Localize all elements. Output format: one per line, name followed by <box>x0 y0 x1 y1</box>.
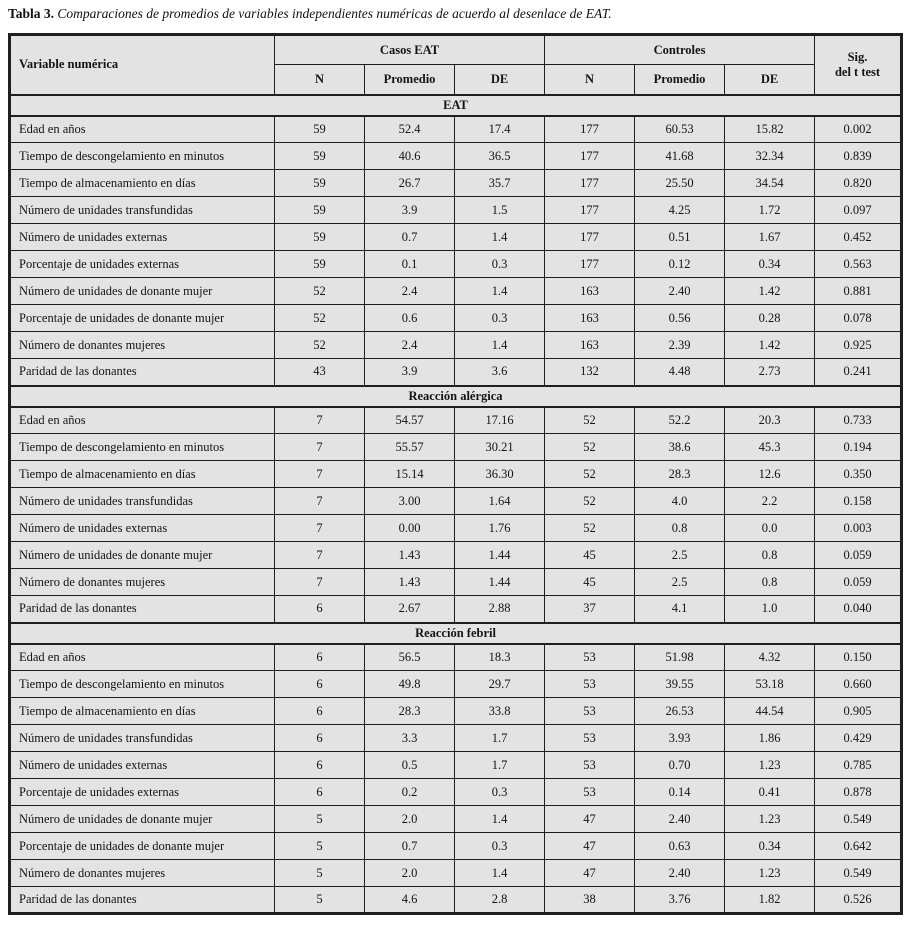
value-cell: 59 <box>275 170 365 197</box>
table-row <box>10 725 902 752</box>
value-cell: 0.3 <box>455 305 545 332</box>
variable-cell: Número de unidades externas <box>10 515 275 542</box>
table-row <box>10 806 902 833</box>
variable-cell: Tiempo de almacenamiento en días <box>10 698 275 725</box>
value-cell: 2.40 <box>635 860 725 887</box>
value-cell: 0.549 <box>815 806 902 833</box>
value-cell: 25.50 <box>635 170 725 197</box>
value-cell: 44.54 <box>725 698 815 725</box>
value-cell: 163 <box>545 332 635 359</box>
col-group-casos-eat: Casos EAT <box>275 35 545 65</box>
table-row <box>10 644 902 671</box>
value-cell: 28.3 <box>365 698 455 725</box>
value-cell: 177 <box>545 224 635 251</box>
value-cell: 2.40 <box>635 278 725 305</box>
value-cell: 0.002 <box>815 116 902 143</box>
variable-cell: Tiempo de almacenamiento en días <box>10 461 275 488</box>
value-cell: 1.86 <box>725 725 815 752</box>
value-cell: 7 <box>275 461 365 488</box>
value-cell: 0.158 <box>815 488 902 515</box>
value-cell: 2.67 <box>365 596 455 623</box>
value-cell: 4.48 <box>635 359 725 386</box>
value-cell: 0.12 <box>635 251 725 278</box>
value-cell: 17.4 <box>455 116 545 143</box>
value-cell: 0.660 <box>815 671 902 698</box>
table-row <box>10 569 902 596</box>
value-cell: 3.00 <box>365 488 455 515</box>
value-cell: 0.785 <box>815 752 902 779</box>
value-cell: 4.6 <box>365 887 455 914</box>
variable-cell: Número de unidades externas <box>10 752 275 779</box>
table-row <box>10 434 902 461</box>
value-cell: 2.40 <box>635 806 725 833</box>
value-cell: 6 <box>275 725 365 752</box>
value-cell: 4.25 <box>635 197 725 224</box>
value-cell: 53 <box>545 671 635 698</box>
variable-cell: Tiempo de descongelamiento en minutos <box>10 434 275 461</box>
table-row <box>10 515 902 542</box>
col-header-de-controles: DE <box>725 65 815 95</box>
variable-cell: Edad en años <box>10 116 275 143</box>
value-cell: 2.0 <box>365 806 455 833</box>
value-cell: 1.82 <box>725 887 815 914</box>
value-cell: 0.350 <box>815 461 902 488</box>
value-cell: 3.3 <box>365 725 455 752</box>
variable-cell: Porcentaje de unidades externas <box>10 779 275 806</box>
value-cell: 0.1 <box>365 251 455 278</box>
value-cell: 6 <box>275 752 365 779</box>
value-cell: 47 <box>545 860 635 887</box>
variable-cell: Edad en años <box>10 407 275 434</box>
value-cell: 0.41 <box>725 779 815 806</box>
variable-cell: Tiempo de descongelamiento en minutos <box>10 671 275 698</box>
value-cell: 43 <box>275 359 365 386</box>
value-cell: 7 <box>275 434 365 461</box>
value-cell: 2.2 <box>725 488 815 515</box>
value-cell: 5 <box>275 806 365 833</box>
value-cell: 47 <box>545 806 635 833</box>
variable-cell: Porcentaje de unidades de donante mujer <box>10 305 275 332</box>
value-cell: 0.881 <box>815 278 902 305</box>
variable-cell: Número de unidades de donante mujer <box>10 278 275 305</box>
table-caption <box>8 5 900 22</box>
col-header-de-casos: DE <box>455 65 545 95</box>
value-cell: 2.0 <box>365 860 455 887</box>
table-row <box>10 305 902 332</box>
value-cell: 2.39 <box>635 332 725 359</box>
value-cell: 47 <box>545 833 635 860</box>
value-cell: 177 <box>545 116 635 143</box>
value-cell: 0.150 <box>815 644 902 671</box>
value-cell: 1.4 <box>455 332 545 359</box>
table-row <box>10 671 902 698</box>
variable-cell: Número de unidades transfundidas <box>10 197 275 224</box>
value-cell: 1.4 <box>455 806 545 833</box>
value-cell: 0.7 <box>365 833 455 860</box>
value-cell: 53 <box>545 725 635 752</box>
sig-label-line2: del t test <box>834 64 881 79</box>
col-header-promedio-casos: Promedio <box>365 65 455 95</box>
value-cell: 1.72 <box>725 197 815 224</box>
value-cell: 0.28 <box>725 305 815 332</box>
value-cell: 3.6 <box>455 359 545 386</box>
value-cell: 52 <box>275 278 365 305</box>
value-cell: 12.6 <box>725 461 815 488</box>
table-row <box>10 170 902 197</box>
table-row <box>10 596 902 623</box>
value-cell: 2.4 <box>365 278 455 305</box>
value-cell: 1.4 <box>455 860 545 887</box>
value-cell: 4.0 <box>635 488 725 515</box>
value-cell: 52 <box>275 332 365 359</box>
value-cell: 0.905 <box>815 698 902 725</box>
value-cell: 1.4 <box>455 224 545 251</box>
value-cell: 1.42 <box>725 278 815 305</box>
comparison-table <box>8 33 903 915</box>
value-cell: 0.241 <box>815 359 902 386</box>
variable-cell: Edad en años <box>10 644 275 671</box>
value-cell: 0.059 <box>815 542 902 569</box>
table-row <box>10 143 902 170</box>
value-cell: 1.67 <box>725 224 815 251</box>
value-cell: 45.3 <box>725 434 815 461</box>
value-cell: 52 <box>545 461 635 488</box>
value-cell: 6 <box>275 644 365 671</box>
value-cell: 52 <box>545 407 635 434</box>
table-header <box>10 35 902 95</box>
value-cell: 36.5 <box>455 143 545 170</box>
table-row <box>10 407 902 434</box>
value-cell: 53 <box>545 644 635 671</box>
value-cell: 1.44 <box>455 569 545 596</box>
value-cell: 0.452 <box>815 224 902 251</box>
value-cell: 0.3 <box>455 251 545 278</box>
table-row <box>10 197 902 224</box>
col-header-n-controles: N <box>545 65 635 95</box>
value-cell: 5 <box>275 887 365 914</box>
value-cell: 1.43 <box>365 542 455 569</box>
col-group-controles: Controles <box>545 35 815 65</box>
sig-label-line1: Sig. <box>847 49 868 64</box>
value-cell: 1.42 <box>725 332 815 359</box>
value-cell: 2.4 <box>365 332 455 359</box>
table-row <box>10 116 902 143</box>
value-cell: 0.7 <box>365 224 455 251</box>
table-row <box>10 779 902 806</box>
value-cell: 37 <box>545 596 635 623</box>
value-cell: 54.57 <box>365 407 455 434</box>
value-cell: 0.526 <box>815 887 902 914</box>
value-cell: 51.98 <box>635 644 725 671</box>
value-cell: 0.14 <box>635 779 725 806</box>
value-cell: 1.64 <box>455 488 545 515</box>
value-cell: 6 <box>275 698 365 725</box>
variable-cell: Número de unidades de donante mujer <box>10 542 275 569</box>
value-cell: 30.21 <box>455 434 545 461</box>
value-cell: 177 <box>545 170 635 197</box>
value-cell: 2.8 <box>455 887 545 914</box>
value-cell: 1.23 <box>725 752 815 779</box>
variable-cell: Tiempo de descongelamiento en minutos <box>10 143 275 170</box>
value-cell: 0.549 <box>815 860 902 887</box>
value-cell: 34.54 <box>725 170 815 197</box>
value-cell: 0.078 <box>815 305 902 332</box>
value-cell: 1.7 <box>455 725 545 752</box>
value-cell: 163 <box>545 305 635 332</box>
section-row <box>10 623 902 644</box>
section-label: Reacción alérgica <box>10 386 902 407</box>
value-cell: 0.6 <box>365 305 455 332</box>
col-header-sig <box>815 35 902 95</box>
table-row <box>10 359 902 386</box>
variable-cell: Número de donantes mujeres <box>10 569 275 596</box>
value-cell: 56.5 <box>365 644 455 671</box>
variable-cell: Paridad de las donantes <box>10 887 275 914</box>
col-header-promedio-controles: Promedio <box>635 65 725 95</box>
value-cell: 15.82 <box>725 116 815 143</box>
value-cell: 52.2 <box>635 407 725 434</box>
variable-cell: Porcentaje de unidades de donante mujer <box>10 833 275 860</box>
value-cell: 132 <box>545 359 635 386</box>
value-cell: 0.563 <box>815 251 902 278</box>
value-cell: 5 <box>275 833 365 860</box>
value-cell: 6 <box>275 596 365 623</box>
value-cell: 18.3 <box>455 644 545 671</box>
value-cell: 0.839 <box>815 143 902 170</box>
value-cell: 0.56 <box>635 305 725 332</box>
table-row <box>10 542 902 569</box>
value-cell: 59 <box>275 143 365 170</box>
value-cell: 53 <box>545 698 635 725</box>
value-cell: 45 <box>545 542 635 569</box>
value-cell: 1.44 <box>455 542 545 569</box>
table-row <box>10 251 902 278</box>
section-row <box>10 95 902 116</box>
value-cell: 28.3 <box>635 461 725 488</box>
group-header-row <box>10 35 902 65</box>
value-cell: 4.1 <box>635 596 725 623</box>
value-cell: 33.8 <box>455 698 545 725</box>
value-cell: 0.059 <box>815 569 902 596</box>
value-cell: 0.34 <box>725 251 815 278</box>
value-cell: 0.925 <box>815 332 902 359</box>
table-row <box>10 833 902 860</box>
value-cell: 1.43 <box>365 569 455 596</box>
value-cell: 59 <box>275 197 365 224</box>
table-row <box>10 860 902 887</box>
value-cell: 0.00 <box>365 515 455 542</box>
value-cell: 55.57 <box>365 434 455 461</box>
value-cell: 36.30 <box>455 461 545 488</box>
value-cell: 0.820 <box>815 170 902 197</box>
value-cell: 1.4 <box>455 278 545 305</box>
table-row <box>10 887 902 914</box>
value-cell: 0.34 <box>725 833 815 860</box>
value-cell: 38.6 <box>635 434 725 461</box>
value-cell: 6 <box>275 779 365 806</box>
value-cell: 1.7 <box>455 752 545 779</box>
value-cell: 26.53 <box>635 698 725 725</box>
value-cell: 0.194 <box>815 434 902 461</box>
value-cell: 0.003 <box>815 515 902 542</box>
value-cell: 39.55 <box>635 671 725 698</box>
value-cell: 3.9 <box>365 359 455 386</box>
value-cell: 52 <box>545 434 635 461</box>
value-cell: 0.097 <box>815 197 902 224</box>
col-header-n-casos: N <box>275 65 365 95</box>
variable-cell: Paridad de las donantes <box>10 359 275 386</box>
section-row <box>10 386 902 407</box>
value-cell: 26.7 <box>365 170 455 197</box>
value-cell: 0.63 <box>635 833 725 860</box>
value-cell: 0.040 <box>815 596 902 623</box>
value-cell: 177 <box>545 197 635 224</box>
value-cell: 52 <box>545 488 635 515</box>
value-cell: 0.8 <box>635 515 725 542</box>
value-cell: 0.2 <box>365 779 455 806</box>
value-cell: 53 <box>545 752 635 779</box>
value-cell: 163 <box>545 278 635 305</box>
table-caption-label: Tabla 3. <box>8 6 55 21</box>
table-row <box>10 752 902 779</box>
variable-cell: Número de unidades externas <box>10 224 275 251</box>
value-cell: 0.8 <box>725 542 815 569</box>
value-cell: 52 <box>275 305 365 332</box>
value-cell: 52.4 <box>365 116 455 143</box>
table-row <box>10 224 902 251</box>
value-cell: 7 <box>275 569 365 596</box>
value-cell: 40.6 <box>365 143 455 170</box>
value-cell: 20.3 <box>725 407 815 434</box>
value-cell: 0.3 <box>455 779 545 806</box>
section-label: EAT <box>10 95 902 116</box>
value-cell: 1.23 <box>725 806 815 833</box>
table-body <box>10 95 902 914</box>
table-caption-text: Comparaciones de promedios de variables independientes numéricas de acuerdo al desenlace de EAT. <box>57 6 612 21</box>
value-cell: 1.76 <box>455 515 545 542</box>
value-cell: 0.878 <box>815 779 902 806</box>
col-header-variable: Variable numérica <box>10 35 275 95</box>
variable-cell: Número de unidades de donante mujer <box>10 806 275 833</box>
value-cell: 0.733 <box>815 407 902 434</box>
variable-cell: Número de unidades transfundidas <box>10 488 275 515</box>
value-cell: 53 <box>545 779 635 806</box>
value-cell: 35.7 <box>455 170 545 197</box>
value-cell: 3.93 <box>635 725 725 752</box>
value-cell: 0.3 <box>455 833 545 860</box>
value-cell: 177 <box>545 251 635 278</box>
variable-cell: Número de donantes mujeres <box>10 332 275 359</box>
value-cell: 0.642 <box>815 833 902 860</box>
table-row <box>10 278 902 305</box>
value-cell: 2.5 <box>635 569 725 596</box>
value-cell: 7 <box>275 407 365 434</box>
value-cell: 41.68 <box>635 143 725 170</box>
value-cell: 17.16 <box>455 407 545 434</box>
variable-cell: Número de unidades transfundidas <box>10 725 275 752</box>
value-cell: 59 <box>275 116 365 143</box>
value-cell: 0.429 <box>815 725 902 752</box>
value-cell: 177 <box>545 143 635 170</box>
value-cell: 7 <box>275 488 365 515</box>
value-cell: 2.88 <box>455 596 545 623</box>
value-cell: 59 <box>275 251 365 278</box>
value-cell: 1.5 <box>455 197 545 224</box>
value-cell: 0.70 <box>635 752 725 779</box>
value-cell: 29.7 <box>455 671 545 698</box>
table-row <box>10 461 902 488</box>
value-cell: 52 <box>545 515 635 542</box>
value-cell: 53.18 <box>725 671 815 698</box>
value-cell: 7 <box>275 515 365 542</box>
value-cell: 32.34 <box>725 143 815 170</box>
variable-cell: Número de donantes mujeres <box>10 860 275 887</box>
value-cell: 2.73 <box>725 359 815 386</box>
value-cell: 60.53 <box>635 116 725 143</box>
section-label: Reacción febril <box>10 623 902 644</box>
value-cell: 0.51 <box>635 224 725 251</box>
variable-cell: Tiempo de almacenamiento en días <box>10 170 275 197</box>
value-cell: 0.8 <box>725 569 815 596</box>
value-cell: 7 <box>275 542 365 569</box>
value-cell: 3.9 <box>365 197 455 224</box>
value-cell: 49.8 <box>365 671 455 698</box>
value-cell: 15.14 <box>365 461 455 488</box>
table-row <box>10 332 902 359</box>
variable-cell: Paridad de las donantes <box>10 596 275 623</box>
value-cell: 2.5 <box>635 542 725 569</box>
value-cell: 6 <box>275 671 365 698</box>
value-cell: 5 <box>275 860 365 887</box>
value-cell: 0.5 <box>365 752 455 779</box>
variable-cell: Porcentaje de unidades externas <box>10 251 275 278</box>
table-row <box>10 698 902 725</box>
value-cell: 1.0 <box>725 596 815 623</box>
value-cell: 59 <box>275 224 365 251</box>
table-row <box>10 488 902 515</box>
value-cell: 45 <box>545 569 635 596</box>
value-cell: 3.76 <box>635 887 725 914</box>
value-cell: 1.23 <box>725 860 815 887</box>
value-cell: 38 <box>545 887 635 914</box>
value-cell: 4.32 <box>725 644 815 671</box>
value-cell: 0.0 <box>725 515 815 542</box>
